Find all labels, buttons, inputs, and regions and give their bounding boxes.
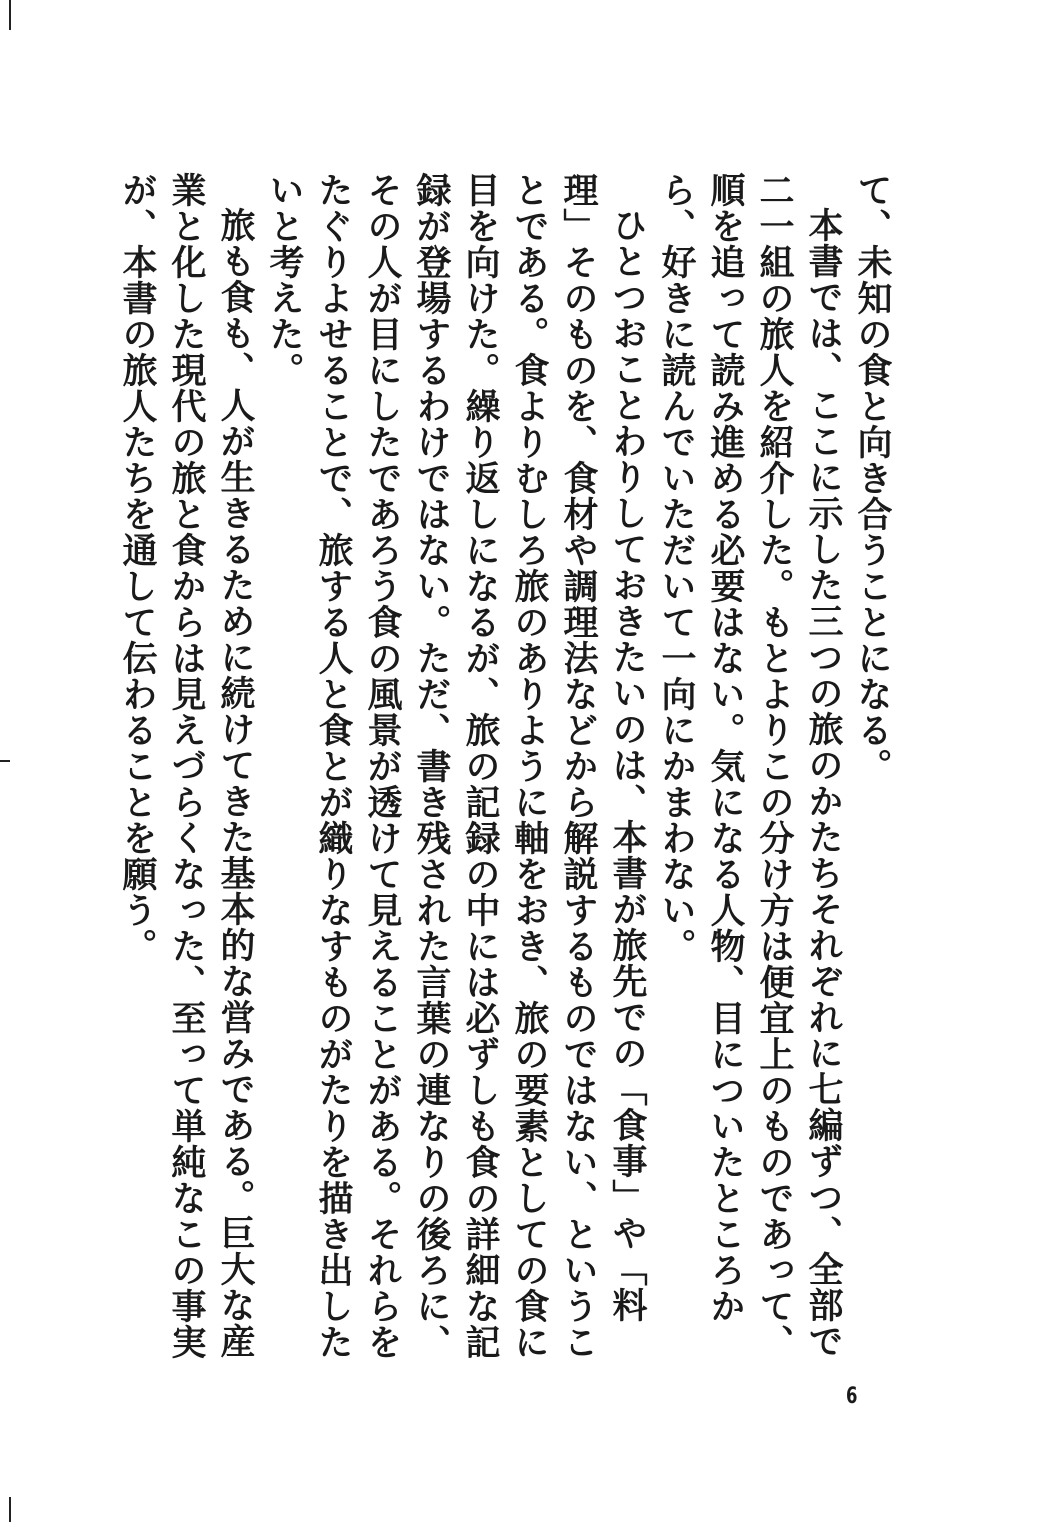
paragraph-4: 旅も食も、人が生きるために続けてきた基本的な営みである。巨大な産業と化した現代の旅と食からは見えづらくなった、至って単純なこの事実が、本書の旅人たちを通して伝わることを願う。 — [117, 172, 256, 1360]
paragraph-2: 本書では、ここに示した三つの旅のかたちそれぞれに七編ずつ、全部で二一組の旅人を紹介した。もとよりこの分け方は便宜上のものであって、順を追って読み進める必要はない。気になる人物、目についたところから、好きに読んでいただいて一向にかまわない。 — [656, 172, 844, 1360]
vertical-body-text — [113, 172, 897, 1362]
crop-mark-bottom-left — [9, 1497, 11, 1522]
crop-mark-top-left — [9, 0, 11, 30]
paragraph-1: て、未知の食と向き合うことになる。 — [852, 172, 893, 784]
crop-mark-middle-left — [0, 760, 10, 762]
page-number: 6 — [846, 1384, 858, 1409]
paragraph-3: ひとつおことわりしておきたいのは、本書が旅先での「食事」や「料理」そのものを、食材や調理法などから解説するものではない、ということである。食よりむしろ旅のありように軸をおき、旅の要素としての食に目を向けた。繰り返しになるが、旅の記録の中には必ずしも食の詳細な記録が登場するわけではない。ただ、書き残された言葉の連なりの後ろに、その人が目にしたであろう食の風景が透けて見えることがある。それらをたぐりよせることで、旅する人と食とが織りなすものがたりを描き出したいと考えた。 — [264, 172, 648, 1360]
